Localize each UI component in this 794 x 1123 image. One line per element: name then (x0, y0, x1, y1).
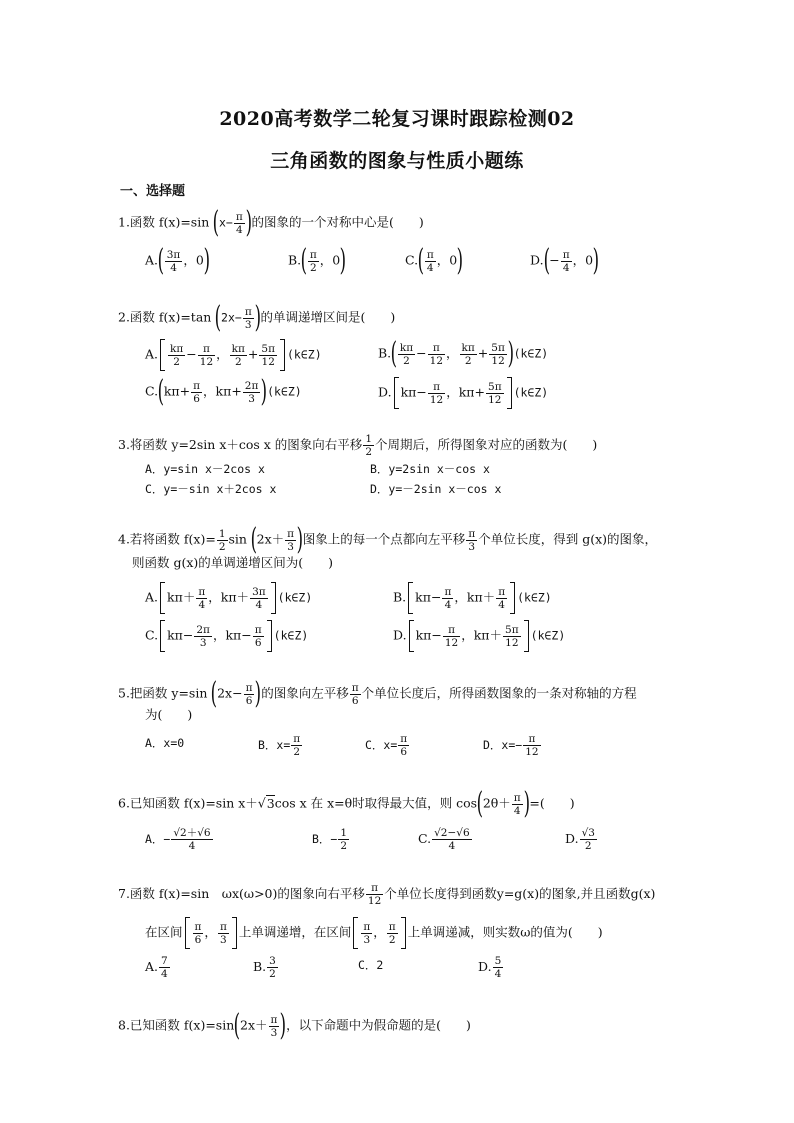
question-1-option-d: D.(− $\frac{\pi}{4}$ ，0) (530, 243, 600, 278)
question-6-option-b: B．− $\frac{1}{2}$ (312, 827, 348, 852)
question-5-option-b: B．x= $\frac{\pi}{2}$ (258, 733, 301, 758)
question-1-option-a: A.( $\frac{3\pi}{4}$ ，0) (145, 243, 210, 278)
question-1-option-b: B.( $\frac{\pi}{2}$ ，0) (288, 243, 347, 278)
question-1-option-c: C.( $\frac{\pi}{4}$ ，0) (405, 243, 464, 278)
question-2-option-b: B.( $\frac{k\pi}{2}$ − $\frac{\pi}{12}$ ， $\frac{k\pi}{2}$ + $\frac{5\pi}{12}$ )(k∈Z) (378, 336, 549, 371)
question-2-option-a: A. $\frac{k\pi}{2}$ − $\frac{\pi}{12}$ ， $\frac{k\pi}{2}$ + $\frac{5\pi}{12}$ (k∈Z) (145, 339, 322, 371)
question-7-option-c: C．2 (358, 958, 384, 972)
question-4-stem: 4.若将函数 f(x)= $\frac{1}{2}$ sin (2x＋ $\frac{\pi}{3}$ )图象上的每一个点都向左平移 $\frac{\pi}{3}$ 个单位长度，得到 g(x)的图象， (118, 522, 657, 557)
question-7-option-b: B. $\frac{3}{2}$ (253, 955, 276, 980)
question-4-option-b: B. kπ− $\frac{\pi}{4}$ ，kπ＋ $\frac{\pi}{4}$ (k∈Z) (393, 582, 552, 614)
question-5-stem: 5.把函数 y=sin (2x− $\frac{\pi}{6}$ )的图象向左平移 $\frac{\pi}{6}$ 个单位长度后，所得函数图象的一条对称轴的方程 (118, 676, 637, 711)
section-heading: 一、选择题 (120, 184, 186, 199)
question-5-option-d: D．x=− $\frac{\pi}{12}$ (483, 733, 539, 758)
question-4-option-a: A. kπ＋ $\frac{\pi}{4}$ ，kπ＋ $\frac{3\pi}{4}$ (k∈Z) (145, 582, 312, 614)
question-7-stem-line2: 在区间 $\frac{\pi}{6}$ ， $\frac{\pi}{3}$ 上单调递增，在区间 $\frac{\pi}{3}$ ， $\frac{\pi}{2}$ 上单调递减，则实数ω的值为( ) (145, 917, 603, 949)
question-4-option-d: D. kπ− $\frac{\pi}{12}$ ，kπ＋ $\frac{5\pi}{12}$ (k∈Z) (393, 620, 565, 652)
question-4-stem-line2: 则函数 g(x)的单调递增区间为( ) (132, 555, 334, 570)
question-2-stem: 2.函数 f(x)=tan (2x− $\frac{\pi}{3}$ )的单调递增区间是( ) (118, 300, 396, 335)
question-7-stem: 7.函数 f(x)=sin ωx(ω>0)的图象向右平移 $\frac{\pi}{12}$ 个单位长度得到函数y=g(x)的图象,并且函数g(x) (118, 882, 656, 907)
question-5-option-a: A．x=0 (145, 736, 185, 750)
question-6-option-a: A．− $\frac{√2+√6}{4}$ (145, 827, 211, 852)
question-2-option-c: C.(kπ+ $\frac{\pi}{6}$ ，kπ+ $\frac{2\pi}{3}$ )(k∈Z) (145, 374, 302, 409)
question-7-option-a: A. $\frac{7}{4}$ (145, 955, 168, 980)
question-5-stem-line2: 为( ) (145, 707, 193, 722)
question-3-stem: 3.将函数 y=2sin x＋cos x 的图象向右平移 $\frac{1}{2}$ 个周期后，所得图象对应的函数为( ) (118, 433, 598, 458)
question-6-option-d: D. $\frac{√3}{2}$ (565, 827, 595, 852)
question-1-stem: 1.函数 f(x)=sin (x− $\frac{\pi}{4}$ )的图象的一个对称中心是( ) (118, 205, 424, 240)
question-8-stem: 8.已知函数 f(x)=sin(2x＋ $\frac{\pi}{3}$ )，以下命题中为假命题的是( ) (118, 1008, 471, 1043)
question-3-option-b: B．y=2sin x－cos x (370, 462, 490, 476)
question-5-option-c: C．x= $\frac{\pi}{6}$ (365, 733, 408, 758)
question-2-option-d: D. kπ− $\frac{\pi}{12}$ ，kπ+ $\frac{5\pi}{12}$ (k∈Z) (378, 377, 548, 409)
question-6-stem: 6.已知函数 f(x)=sin x＋√3cos x 在 x=θ时取得最大值，则 cos(2θ＋ $\frac{\pi}{4}$ )=( ) (118, 786, 575, 821)
question-3-option-d: D．y=－2sin x－cos x (370, 482, 502, 496)
question-7-option-d: D. $\frac{5}{4}$ (478, 955, 502, 980)
document-subtitle: 三角函数的图象与性质小题练 (270, 150, 524, 172)
document-title: 2020高考数学二轮复习课时跟踪检测02 (219, 108, 575, 130)
question-4-option-c: C. kπ− $\frac{2\pi}{3}$ ，kπ− $\frac{\pi}{6}$ (k∈Z) (145, 620, 308, 652)
question-3-option-c: C．y=－sin x＋2cos x (145, 482, 277, 496)
question-6-option-c: C. $\frac{√2-√6}{4}$ (418, 827, 470, 852)
question-3-option-a: A．y=sin x－2cos x (145, 462, 265, 476)
